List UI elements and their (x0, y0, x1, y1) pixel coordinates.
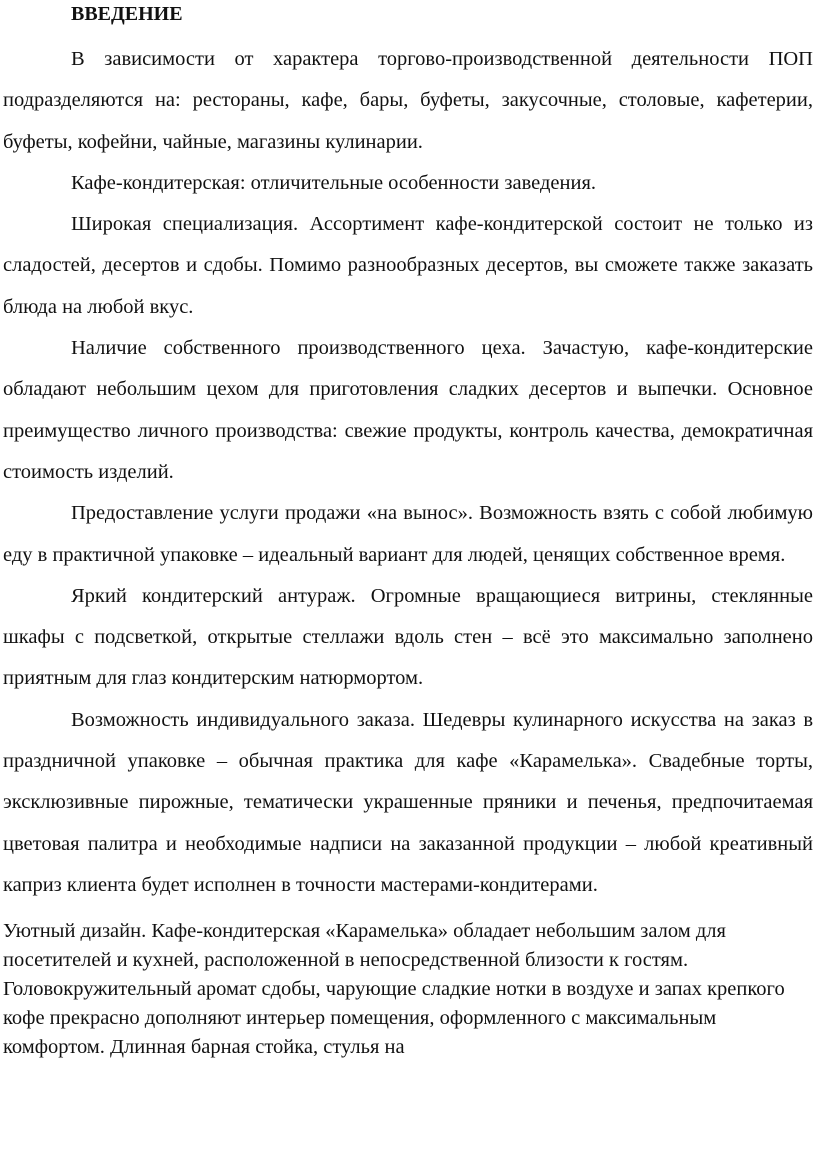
paragraph-features-title: Кафе-кондитерская: отличительные особенности заведения. (71, 171, 597, 194)
document-heading: ВВЕДЕНИЕ (71, 3, 183, 25)
paragraph-specialization: Широкая специализация. Ассортимент кафе-кондитерской состоит не только из сладостей, десертов и сдобы. Помимо разнообразных десертов, вы сможете также заказать блюда на любой вкус. (3, 213, 813, 318)
paragraph-intro: В зависимости от характера торгово-производственной деятельности ПОП подразделяются на: рестораны, кафе, бары, буфеты, закусочные, столовые, кафетерии, буфеты, кофейни, чайные, магазины кулинарии. (3, 48, 813, 153)
paragraph-decor: Яркий кондитерский антураж. Огромные вращающиеся витрины, стеклянные шкафы с подсветкой, открытые стеллажи вдоль стен – всё это максимально заполнено приятным для глаз кондитерским натюрмортом. (3, 584, 813, 690)
paragraph-design: Уютный дизайн. Кафе-кондитерская «Карамелька» обладает небольшим залом для посетителей и кухней, расположенной в непосредственной близости к гостям. Головокружительный аромат сдобы, чарующие сладкие нотки в воздухе и запах крепкого кофе прекрасно дополняют интерьер помещения, оформленного с максимальным комфортом. Длинная барная стойка, стулья на (3, 920, 785, 1059)
paragraph-production: Наличие собственного производственного цеха. Зачастую, кафе-кондитерские обладают небольшим цехом для приготовления сладких десертов и выпечки. Основное преимущество личного производства: свежие продукты, контроль качества, демократичная стоимость изделий. (3, 337, 813, 483)
document-body (3, 39, 813, 1062)
paragraph-custom-order: Возможность индивидуального заказа. Шедевры кулинарного искусства на заказ в праздничной упаковке – обычная практика для кафе «Карамелька». Свадебные торты, эксклюзивные пирожные, тематически украшенные пряники и печенья, предпочитаемая цветовая палитра и необходимые надписи на заказанной продукции – любой креативный каприз клиента будет исполнен в точности мастерами-кондитерами. (3, 708, 813, 896)
paragraph-takeaway: Предоставление услуги продажи «на вынос». Возможность взять с собой любимую еду в практичной упаковке – идеальный вариант для людей, ценящих собственное время. (3, 502, 813, 566)
